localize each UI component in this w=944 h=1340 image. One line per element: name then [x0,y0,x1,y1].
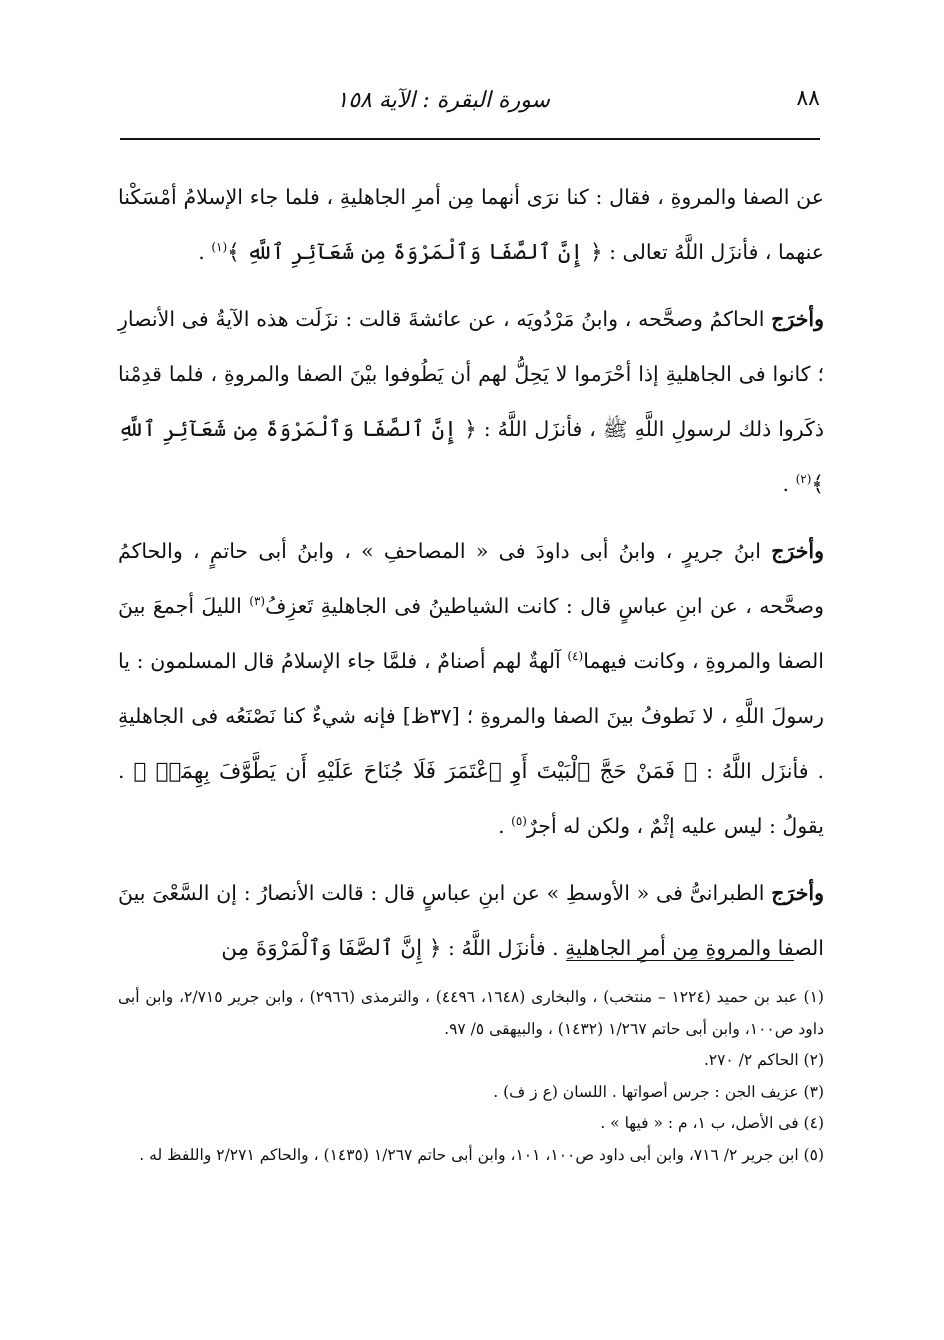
p1-text: عن الصفا والمروةِ ، فقال : كنا نرَى أنهما مِن أمرِ الجاهليةِ ، فلما جاء الإسلامُ أمْسَكْنا عنهما ، فأنزَل اللَّهُ تعالى : [118,185,824,264]
footnote-3: (٣) عزيف الجن : جرس أصواتها . اللسان (ع ز ف) . [493,1082,824,1101]
footnote-separator [566,960,794,961]
p4-text: الطبرانىُّ فى « الأوسطِ » عن ابنِ عباسٍ قال : قالت الأنصارُ : إن السَّعْىَ بينَ الصفا والمروةِ مِن أمرِ الجاهليةِ . فأنزَل اللَّهُ : [118,881,824,960]
p1-tail: . [198,240,212,264]
header-rule [120,138,820,140]
main-text [118,170,824,988]
p2-quran-verse: ﴿ إِنَّ ٱلصَّفَا وَٱلْمَرْوَةَ مِن شَعَآئِرِ ٱللَّهِ ﴾ [118,417,824,497]
p3-tail: . [498,814,512,838]
footnotes [118,982,824,1171]
p1-quran-verse: ﴿ إِنَّ ٱلصَّفَا وَٱلْمَرْوَةَ مِن شَعَآئِرِ ٱللَّهِ ﴾ [227,240,603,265]
footnote-mark-2: (٢) [795,472,812,487]
footnote-mark-1: (١) [211,240,228,255]
footnote-mark-3: (٣) [249,594,266,609]
p3-quran-verse: ﴿ فَمَنْ حَجَّ ٱلْبَيْتَ أَوِ ٱعْتَمَرَ فَلَا جُنَاحَ عَلَيْهِ أَن يَطَّوَّفَ بِهِمَاۚ ﴾ [133,759,698,784]
footnote-2: (٢) الحاكم ٢/ ٢٧٠. [703,1051,824,1069]
page-number: ٨٨ [796,86,820,111]
p3-text-2: الليلَ أجمعَ بينَ الصفا والمروةِ ، وكانت فيهما [118,594,824,673]
p2-tail: . [782,472,796,496]
p4-quran-verse: ﴿ إِنَّ ٱلصَّفَا وَٱلْمَرْوَةَ مِن [221,936,442,961]
p3-lead-word: وأخرَج [771,539,824,563]
footnote-1: (١) عبد بن حميد (١٢٢٤ – منتخب) ، والبخارى (١٦٤٨، ٤٤٩٦) ، والترمذى (٢٩٦٦) ، وابن جرير ٢/٧١٥، وابن أبى داود ص١٠٠، وابن أبى حاتم ١/٢٦٧ (١٤٣٢) ، والبيهقى ٥/ ٩٧. [118,988,824,1038]
paragraph-3 [118,524,824,854]
p4-lead-word: وأخرَج [771,881,824,905]
p3-text-1: ابنُ جريرٍ ، وابنُ أبى داودَ فى « المصاحفِ » ، وابنُ أبى حاتمٍ ، والحاكمُ وصحَّحه ، عن ابنِ عباسٍ قال : كانت الشياطينُ فى الجاهليةِ تَعزِفُ [118,539,824,618]
p2-text: الحاكمُ وصحَّحه ، وابنُ مَرْدُويَه ، عن عائشةَ قالت : نزَلَت هذه الآيةُ فى الأنصارِ ؛ كانوا فى الجاهليةِ إذا أحْرَموا لا يَحِلُّ لهم أن يَطُوفوا بيْنَ الصفا والمروةِ ، فلما قدِمْنا ذكَروا ذلك لرسولِ اللَّهِ ﷺ ، فأنزَل اللَّهُ : [118,307,824,441]
p3-text-4: . يقولُ : ليس عليه إثْمٌ ، ولكن له أجرٌ [118,759,824,838]
footnote-4: (٤) فى الأصل، ب ١، م : « فيها » . [600,1114,824,1132]
paragraph-1 [118,170,824,280]
p2-lead-word: وأخرَج [771,307,824,331]
paragraph-2 [118,292,824,512]
p3-text-3: آلهةٌ لهم أصنامٌ ، فلمَّا جاء الإسلامُ قال المسلمون : يا رسولَ اللَّهِ ، لا نَطوفُ بينَ الصفا والمروةِ ؛ [٣٧ظ] فإنه شيءٌ كنا نَصْنَعُه فى الجاهليةِ . فأنزَل اللَّهُ : [118,649,824,783]
page-header [120,84,820,128]
footnote-mark-4: (٤) [567,649,584,664]
running-head: سورة البقرة : الآية ١٥٨ [336,88,550,113]
footnote-5: (٥) ابن جرير ٢/ ٧١٦، وابن أبى داود ص١٠٠، ١٠١، وابن أبى حاتم ١/٢٦٧ (١٤٣٥) ، والحاكم ٢/٢٧١ واللفظ له . [139,1145,824,1164]
footnote-mark-5: (٥) [511,814,527,829]
